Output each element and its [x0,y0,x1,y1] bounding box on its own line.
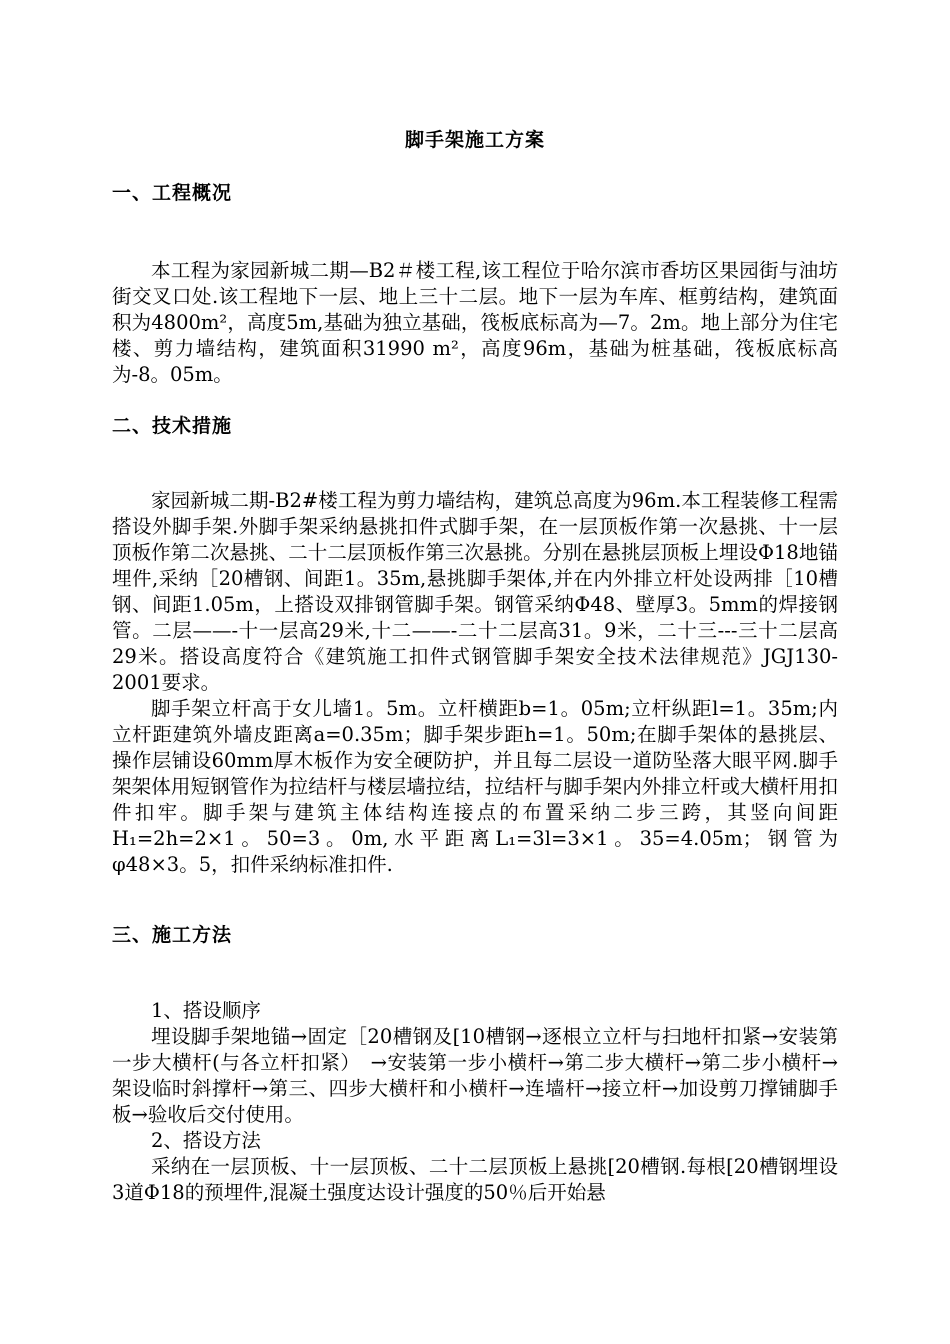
document-title: 脚手架施工方案 [404,129,545,151]
section-body-overview [112,258,838,388]
paragraph-overview-1: 本工程为家园新城二期—B2＃楼工程,该工程位于哈尔滨市香坊区果园街与油坊街交叉口处.该工程地下一层、地上三十二层。地下一层为车库、框剪结构，建筑面积为4800m²，高度5m,基础为独立基础，筏板底标高为—7。2m。地上部分为住宅楼、剪力墙结构，建筑面积31990 m²，高度96m，基础为桩基础，筏板底标高为-8。05m。 [112,259,838,386]
paragraph-technical-2: 脚手架立杆高于女儿墙1。5m。立杆横距b=1。05m;立杆纵距l=1。35m;内立杆距建筑外墙皮距离a=0.35m；脚手架步距h=1。50m;在脚手架体的悬挑层、操作层铺设60mm厚木板作为安全硬防护，并且每二层设一道防坠落大眼平网.脚手架架体用短钢管作为拉结杆与楼层墙拉结，拉结杆与脚手架内外排立杆或大横杆用扣件扣牢。脚手架与建筑主体结构连接点的布置采纳二步三跨，其竖向间距H₁=2h=2×1。50=3。0m,水平距离L₁=3l=3×1。35=4.05m；钢管为φ48×3。5，扣件采纳标准扣件. [112,697,838,876]
section-heading-technical: 二、技术措施 [112,415,233,437]
section-heading-method: 三、施工方法 [112,924,233,946]
section-heading-overview: 一、工程概况 [112,182,233,204]
paragraph-technical-1: 家园新城二期-B2#楼工程为剪力墙结构，建筑总高度为96m.本工程装修工程需搭设外脚手架.外脚手架采纳悬挑扣件式脚手架，在一层顶板作第一次悬挑、十一层顶板作第二次悬挑、二十二层顶板作第三次悬挑。分别在悬挑层顶板上埋设Φ18地锚埋件,采纳［20槽钢、间距1。35m,悬挑脚手架体,并在内外排立杆处设两排［10槽钢、间距1.05m，上搭设双排钢管脚手架。钢管采纳Φ48、壁厚3。5mm的焊接钢管。二层——-十一层高29米,十二——-二十二层高31。9米，二十三---三十二层高29米。搭设高度符合《建筑施工扣件式钢管脚手架安全技术法律规范》JGJ130-2001要求。 [112,489,838,694]
paragraph-erection-method: 采纳在一层顶板、十一层顶板、二十二层顶板上悬挑[20槽钢.每根[20槽钢埋设3道Φ18的预埋件,混凝土强度达设计强度的50％后开始悬 [112,1155,838,1204]
subheading-erection-method: 2、搭设方法 [151,1129,261,1152]
section-body-technical [112,488,838,878]
subheading-erection-sequence: 1、搭设顺序 [151,999,261,1022]
paragraph-erection-sequence: 埋设脚手架地锚→固定［20槽钢及[10槽钢→逐根立立杆与扫地杆扣紧→安装第一步大横杆(与各立杆扣紧） →安装第一步小横杆→第二步大横杆→第二步小横杆→架设临时斜撑杆→第三、四步大横杆和小横杆→连墙杆→接立杆→加设剪刀撑铺脚手板→验收后交付使用。 [112,1025,838,1126]
section-body-method [112,998,838,1206]
